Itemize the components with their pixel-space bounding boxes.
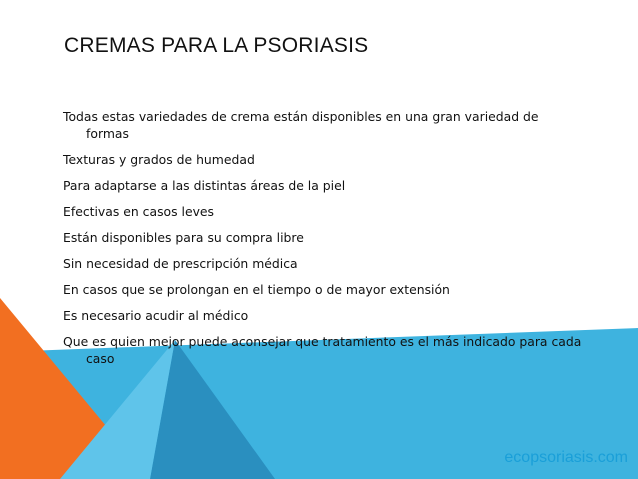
- bullet-item: Sin necesidad de prescripción médica: [63, 256, 298, 271]
- bullet-item: Que es quien mejor puede aconsejar que tratamiento es el más indicado para cada caso: [63, 334, 582, 366]
- bullet-item: Para adaptarse a las distintas áreas de la piel: [63, 178, 346, 193]
- bullet-item: En casos que se prolongan en el tiempo o de mayor extensión: [63, 282, 450, 297]
- bullet-item: Texturas y grados de humedad: [63, 152, 255, 167]
- slide-title: CREMAS PARA LA PSORIASIS: [64, 34, 369, 57]
- bullet-item: Están disponibles para su compra libre: [63, 230, 304, 245]
- watermark-link[interactable]: ecopsoriasis.com: [504, 449, 628, 466]
- bullet-item: Efectivas en casos leves: [63, 204, 214, 219]
- bullet-item: Todas estas variedades de crema están disponibles en una gran variedad de formas: [63, 109, 539, 141]
- bullet-item: Es necesario acudir al médico: [63, 308, 249, 323]
- bullet-list: [63, 108, 583, 376]
